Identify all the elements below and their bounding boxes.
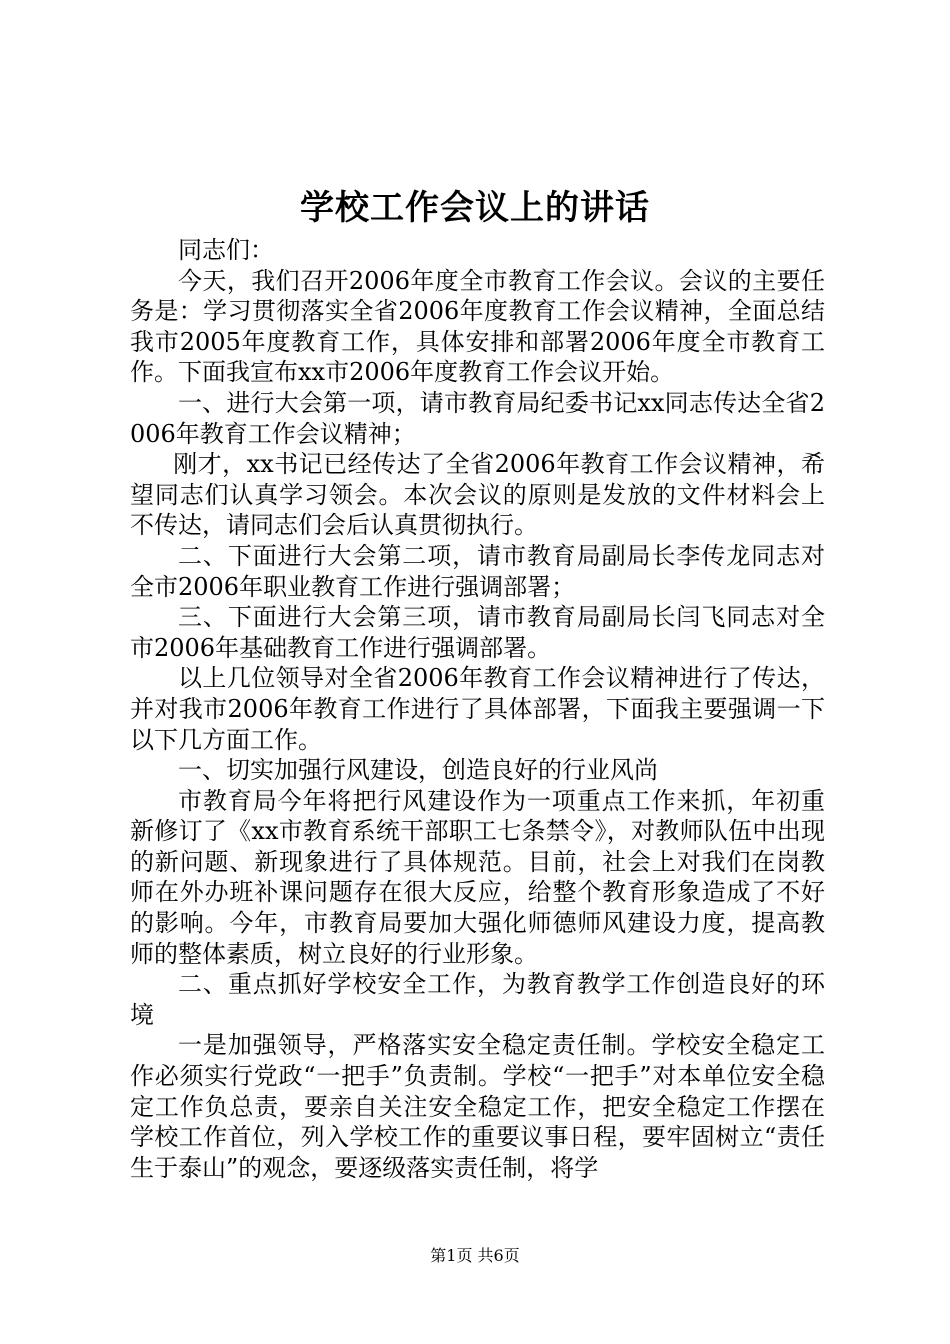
paragraph: 三、下面进行大会第三项，请市教育局副局长闫飞同志对全市2006年基础教育工作进行强调部署。 bbox=[130, 603, 825, 662]
paragraph: 一、进行大会第一项，请市教育局纪委书记xx同志传达全省2006年教育工作会议精神； bbox=[130, 388, 825, 448]
paragraph: 市教育局今年将把行风建设作为一项重点工作来抓，年初重新修订了《xx市教育系统干部职工七条禁令》，对教师队伍中出现的新问题、新现象进行了具体规范。目前，社会上对我们在岗教师在外办班补课问题存在很大反应，给整个教育形象造成了不好的影响。今年，市教育局要加大强化师德师风建设力度，提高教师的整体素质，树立良好的行业形象。 bbox=[130, 786, 825, 968]
page-footer: 第1页 共6页 bbox=[430, 1246, 520, 1265]
paragraph-salutation: 同志们： bbox=[178, 236, 274, 264]
paragraph: 刚才，xx书记已经传达了全省2006年教育工作会议精神，希望同志们认真学习领会。本次会议的原则是发放的文件材料会上不传达，请同志们会后认真贯彻执行。 bbox=[130, 450, 825, 540]
paragraph: 二、下面进行大会第二项，请市教育局副局长李传龙同志对全市2006年职业教育工作进行强调部署； bbox=[130, 541, 825, 601]
section-heading: 二、重点抓好学校安全工作，为教育教学工作创造良好的环境 bbox=[130, 970, 825, 1029]
document-title: 学校工作会议上的讲话 bbox=[300, 188, 650, 228]
paragraph: 一是加强领导，严格落实安全稳定责任制。学校安全稳定工作必须实行党政“一把手”负责制。学校“一把手”对本单位安全稳定工作负总责，要亲自关注安全稳定工作，把安全稳定工作摆在学校工作首位，列入学校工作的重要议事日程，要牢固树立“责任生于泰山”的观念，要逐级落实责任制，将学 bbox=[130, 1031, 825, 1182]
section-heading: 一、切实加强行风建设，创造良好的行业风尚 bbox=[178, 756, 658, 785]
paragraph: 以上几位领导对全省2006年教育工作会议精神进行了传达，并对我市2006年教育工作进行了具体部署，下面我主要强调一下以下几方面工作。 bbox=[130, 664, 825, 754]
document-body bbox=[130, 235, 825, 1183]
paragraph: 今天，我们召开2006年度全市教育工作会议。会议的主要任务是：学习贯彻落实全省2006年度教育工作会议精神，全面总结我市2005年度教育工作，具体安排和部署2006年度全市教育工作。下面我宣布xx市2006年度教育工作会议开始。 bbox=[130, 266, 825, 387]
